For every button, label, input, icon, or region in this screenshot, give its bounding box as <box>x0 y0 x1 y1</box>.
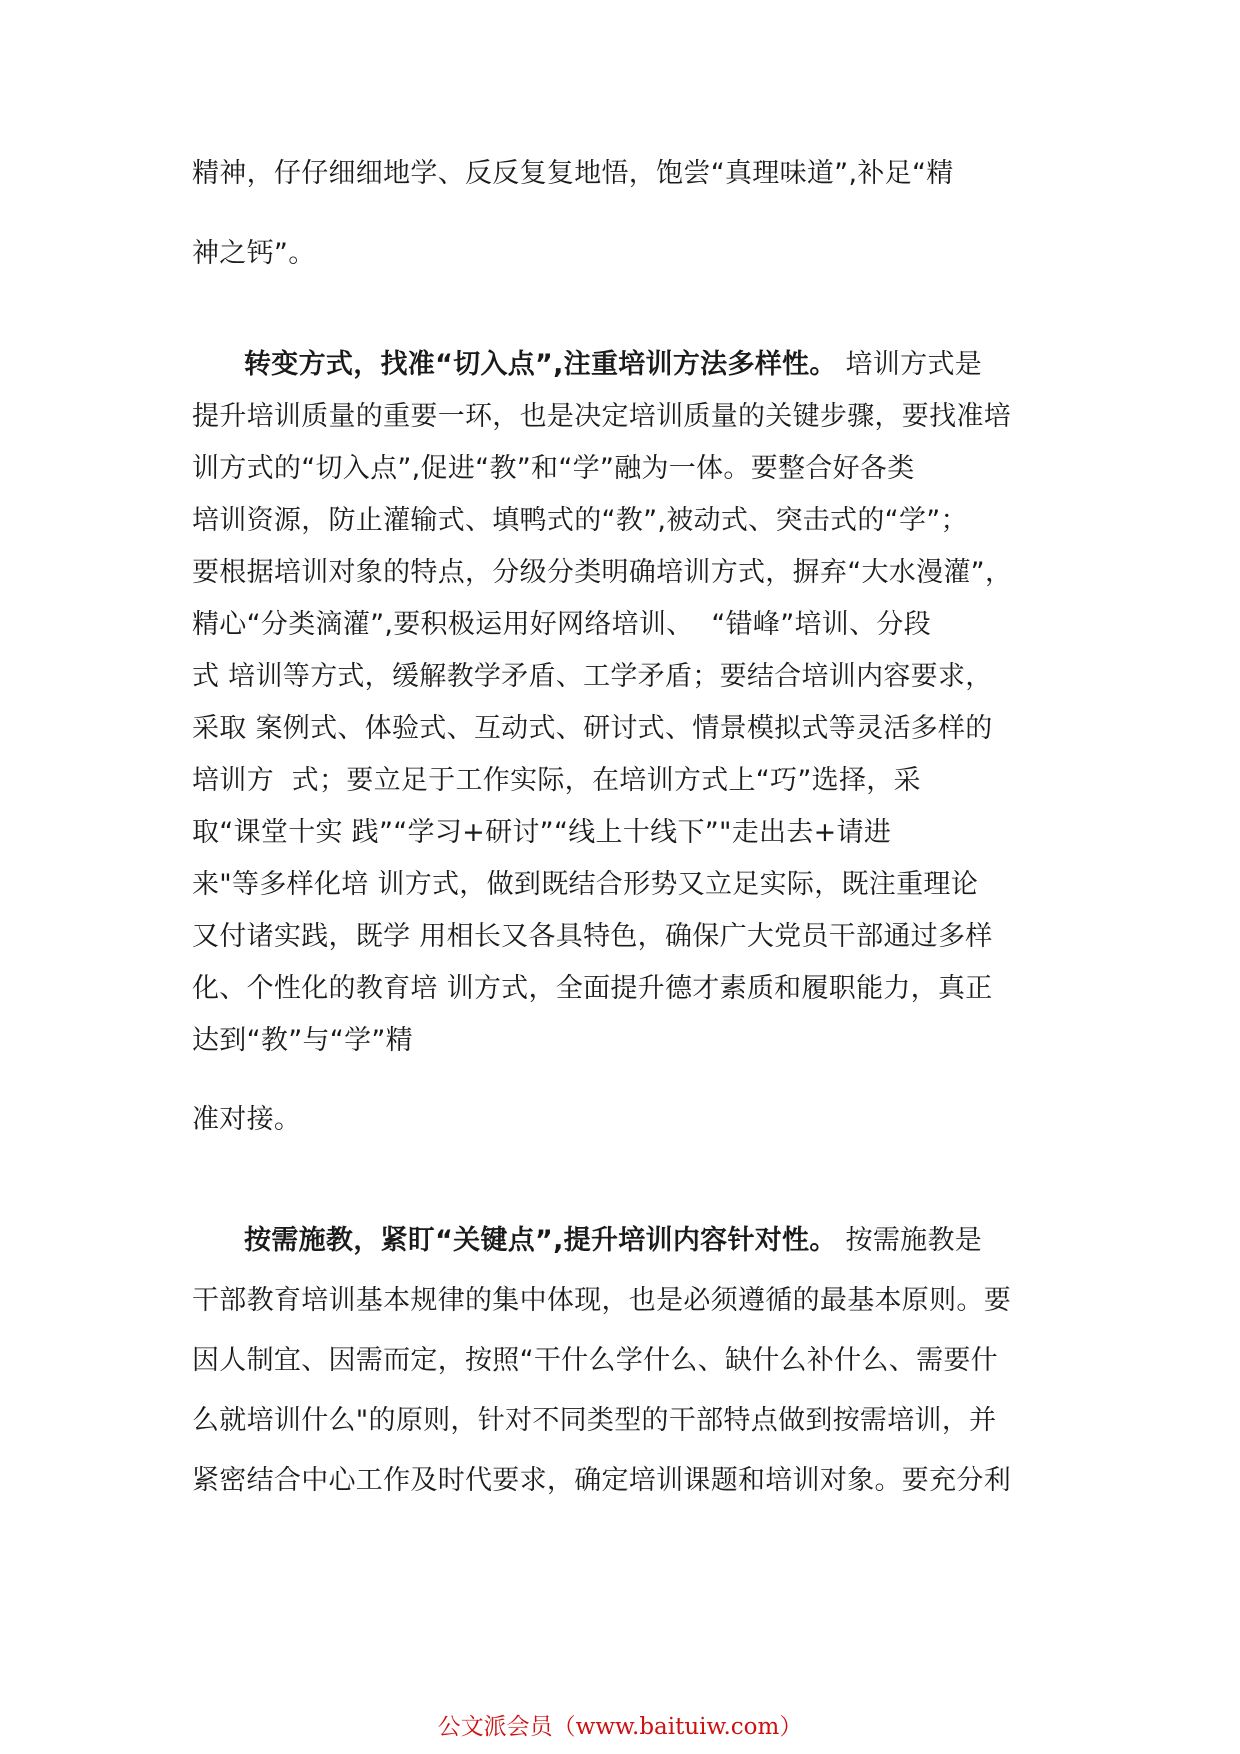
paragraph-2-line: 来"等多样化培 训方式，做到既结合形势又立足实际，既注重理论 <box>192 869 978 900</box>
paragraph-3-first-line <box>244 1227 982 1254</box>
paragraph-2-line: 式 培训等方式，缓解教学矛盾、工学矛盾；要结合培训内容要求， <box>192 661 993 692</box>
paragraph-2-line: 准对接。 <box>192 1104 302 1135</box>
paragraph-2-first-line <box>244 351 982 378</box>
paragraph-2-line: 取“课堂十实 践”“学习+研讨”“线上十线下”"走出去+请进 <box>192 817 892 848</box>
paragraph-2-line: 要根据培训对象的特点，分级分类明确培训方式，摒弃“大水漫灌”， <box>192 557 1013 588</box>
paragraph-3-heading: 按需施教，紧盯“关键点”,提升培训内容针对性。 <box>244 1225 837 1256</box>
paragraph-3-line: 干部教育培训基本规律的集中体现，也是必须遵循的最基本原则。要 <box>192 1285 1011 1316</box>
paragraph-2-line: 提升培训质量的重要一环，也是决定培训质量的关键步骤，要找准培 <box>192 401 1011 432</box>
paragraph-2-line: 化、个性化的教育培 训方式，全面提升德才素质和履职能力，真正 <box>192 973 993 1004</box>
paragraph-2-line: 达到“教”与“学”精 <box>192 1025 413 1056</box>
paragraph-3-line: 紧密结合中心工作及时代要求，确定培训课题和培训对象。要充分利 <box>192 1465 1011 1496</box>
paragraph-2-line: 培训资源，防止灌输式、填鸭式的“教”,被动式、突击式的“学”； <box>192 505 968 536</box>
paragraph-2-line: 培训方 式；要立足于工作实际，在培训方式上“巧”选择，采 <box>192 765 921 796</box>
paragraph-3-line: 因人制宜、因需而定，按照“干什么学什么、缺什么补什么、需要什 <box>192 1345 998 1376</box>
paragraph-2-line: 采取 案例式、体验式、互动式、研讨式、情景模拟式等灵活多样的 <box>192 713 993 744</box>
footer-site-link[interactable]: 公文派会员（www.baituiw.com） <box>437 1714 803 1740</box>
paragraph-2-line: 精心“分类滴灌”,要积极运用好网络培训、 “错峰”培训、分段 <box>192 609 931 640</box>
paragraph-3-first-rest: 按需施教是 <box>836 1225 983 1256</box>
paragraph-1-line-2: 神之钙”。 <box>192 238 316 269</box>
paragraph-2-first-rest: 培训方式是 <box>836 349 983 380</box>
paragraph-3-line: 么就培训什么"的原则，针对不同类型的干部特点做到按需培训，并 <box>192 1405 997 1436</box>
paragraph-2-line: 又付诸实践，既学 用相长又各具特色，确保广大党员干部通过多样 <box>192 921 993 952</box>
paragraph-2-line: 训方式的“切入点”,促进“教”和“学”融为一体。要整合好各类 <box>192 453 915 484</box>
paragraph-2-heading: 转变方式，找准“切入点”,注重培训方法多样性。 <box>244 349 837 380</box>
paragraph-1-line-1: 精神，仔仔细细地学、反反复复地悟，饱尝“真理味道”,补足“精 <box>192 158 954 189</box>
